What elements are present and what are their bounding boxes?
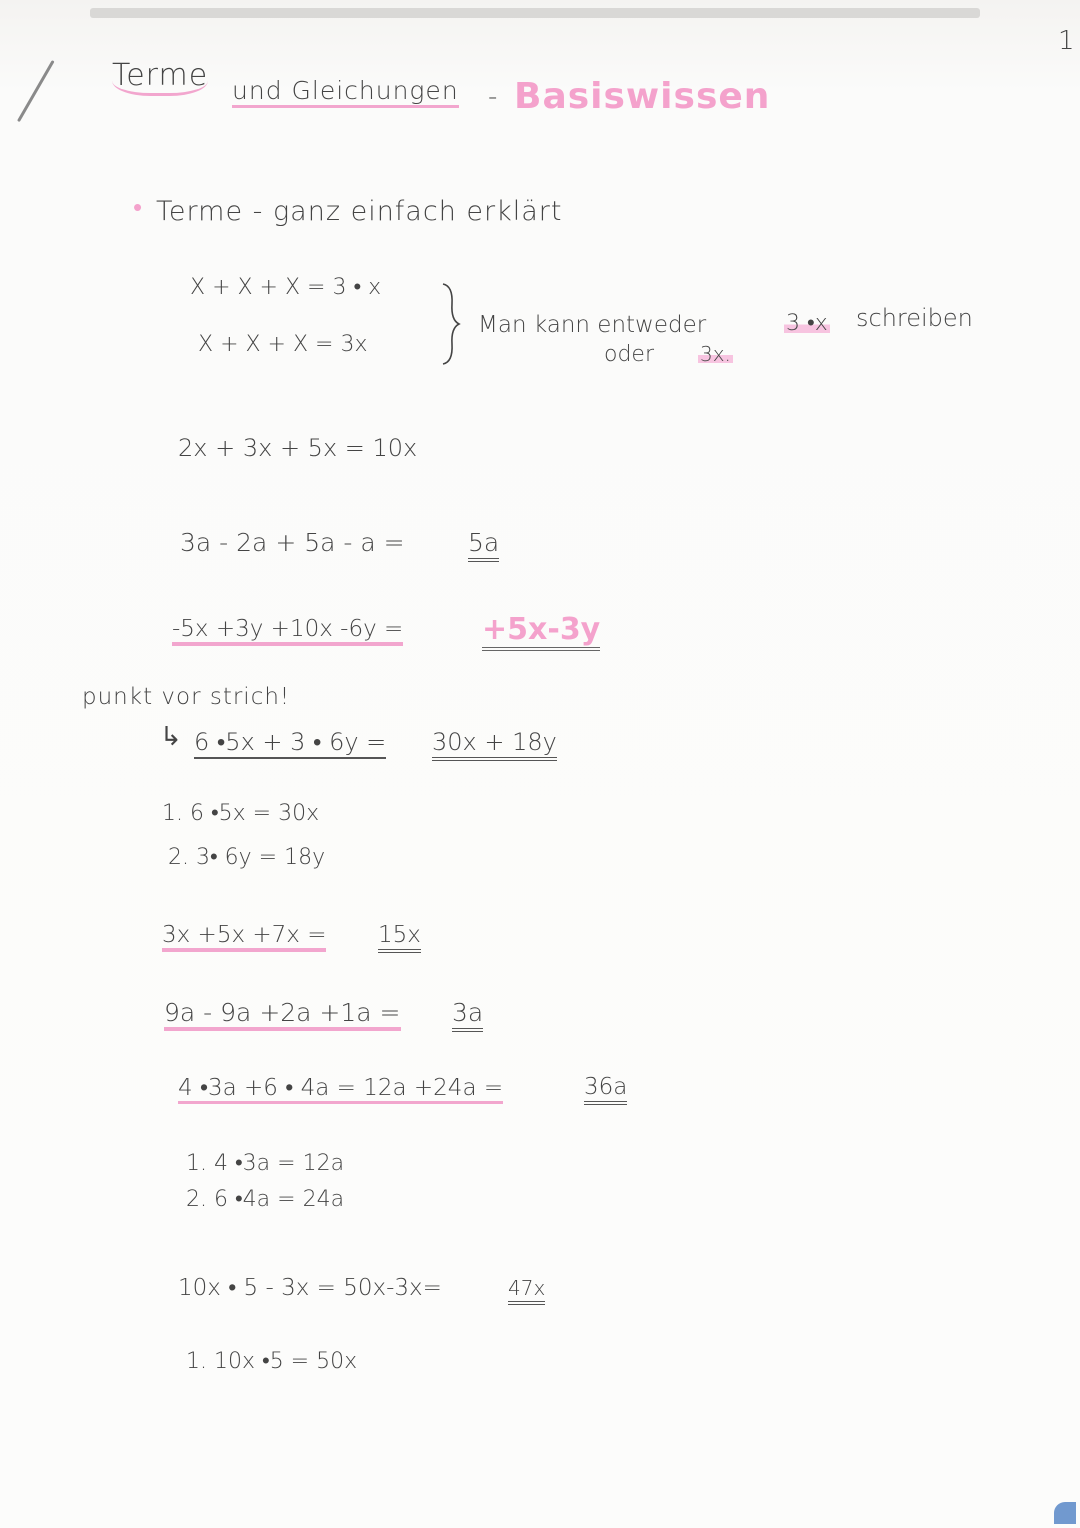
title-dash: -: [488, 82, 498, 112]
equation-line-8-lhs: 9a - 9a +2a +1a =: [164, 998, 401, 1031]
note-text-a: Man kann entweder: [478, 312, 707, 338]
note-text-d: oder: [604, 342, 655, 367]
curly-brace: [440, 282, 462, 366]
page-top-edge: [90, 8, 980, 18]
equation-line-6-result: 30x + 18y: [432, 728, 557, 761]
step-2b: 2. 6 •4a = 24a: [186, 1187, 345, 1212]
equation-line-6-lhs: 6 •5x + 3 • 6y =: [194, 728, 386, 759]
note-text-e: 3x.: [700, 342, 731, 366]
title-terme: Terme: [112, 58, 208, 96]
equation-line-4-lhs: 3a - 2a + 5a - a =: [180, 528, 405, 557]
equation-line-1: X + X + X = 3 • x: [190, 275, 382, 300]
note-text-b: 3 •x: [786, 311, 828, 336]
page-number: 1: [1058, 26, 1075, 56]
note-text-c: schreiben: [856, 304, 973, 332]
equation-line-5-result: +5x-3y: [482, 612, 600, 651]
section-heading: Terme - ganz einfach erklärt: [156, 196, 563, 227]
equation-line-5-lhs: -5x +3y +10x -6y =: [172, 616, 403, 646]
equation-line-7-lhs: 3x +5x +7x =: [162, 922, 326, 952]
equation-line-9-lhs: 4 •3a +6 • 4a = 12a +24a =: [178, 1074, 503, 1104]
equation-line-8-result: 3a: [452, 998, 483, 1032]
rule-note: punkt vor strich!: [82, 684, 291, 710]
equation-line-10-result: 47x: [508, 1276, 545, 1305]
step-1b: 1. 4 •3a = 12a: [186, 1151, 345, 1176]
equation-line-4-result: 5a: [468, 528, 499, 562]
step-1c: 1. 10x •5 = 50x: [186, 1349, 358, 1374]
step-2a: 2. 3• 6y = 18y: [168, 845, 326, 870]
equation-line-10-lhs: 10x • 5 - 3x = 50x-3x=: [178, 1275, 442, 1301]
step-1a: 1. 6 •5x = 30x: [162, 801, 320, 826]
equation-line-7-result: 15x: [378, 922, 421, 953]
arrow-icon: ↳: [160, 722, 182, 752]
equation-line-9-result: 36a: [584, 1074, 627, 1105]
bullet-point: •: [133, 193, 143, 223]
corner-decoration: [1054, 1502, 1076, 1524]
pencil-mark: [17, 60, 55, 122]
equation-line-2: X + X + X = 3x: [198, 332, 368, 357]
title-basiswissen: Basiswissen: [514, 76, 771, 117]
title-gleichungen: und Gleichungen: [232, 76, 459, 108]
equation-line-3: 2x + 3x + 5x = 10x: [178, 434, 418, 462]
